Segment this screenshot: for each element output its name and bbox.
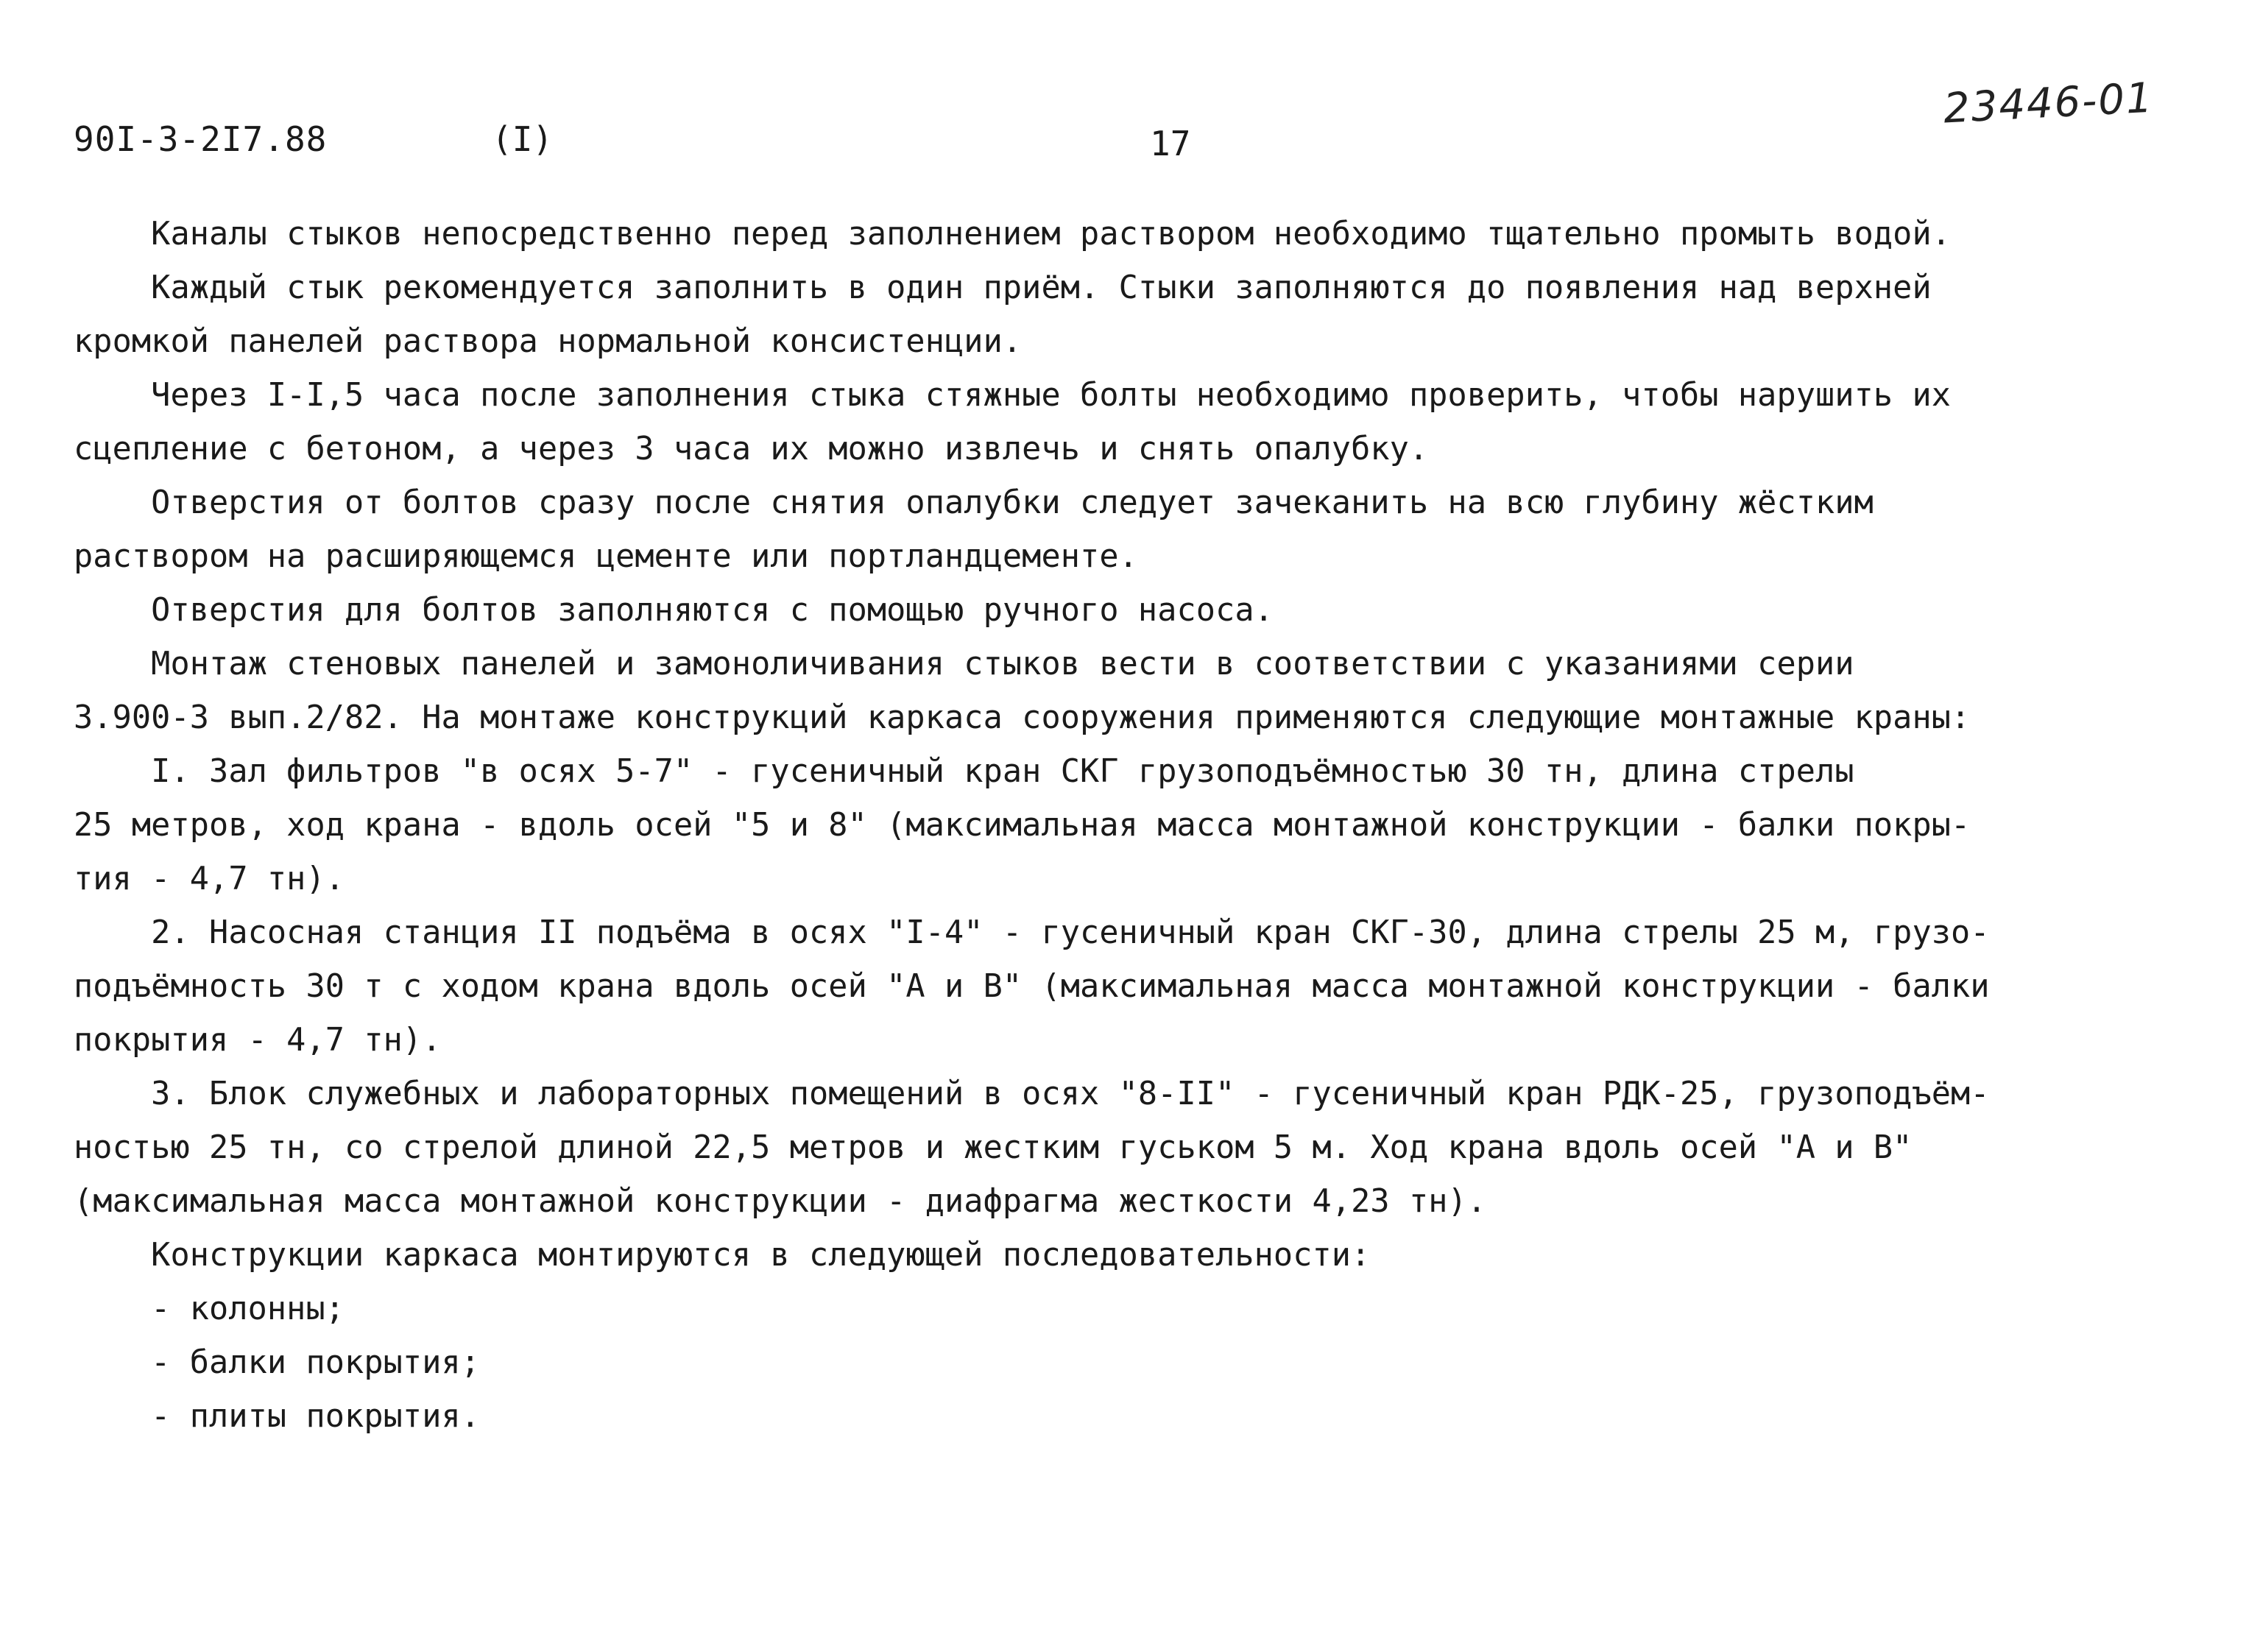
text-line: 3. Блок служебных и лабораторных помещений в осях "8-II" - гусеничный кран РДК-25, грузоподъём- bbox=[74, 1076, 1990, 1112]
list-item: - плиты покрытия. bbox=[74, 1398, 481, 1435]
text-line: тия - 4,7 тн). bbox=[74, 861, 345, 897]
document-code: 90I-3-2I7.88 bbox=[74, 119, 328, 159]
text-line: 2. Насосная станция II подъёма в осях "I-4" - гусеничный кран СКГ-30, длина стрелы 25 м, грузо- bbox=[74, 914, 1990, 951]
text-line: Каналы стыков непосредственно перед заполнением раствором необходимо тщательно промыть водой. bbox=[74, 216, 1952, 253]
text-line: (максимальная масса монтажной конструкции - диафрагма жесткости 4,23 тн). bbox=[74, 1183, 1487, 1220]
text-line: Отверстия от болтов сразу после снятия опалубки следует зачеканить на всю глубину жёстким bbox=[74, 484, 1874, 521]
text-line: покрытия - 4,7 тн). bbox=[74, 1022, 442, 1059]
archive-stamp: 23446-01 bbox=[1942, 74, 2155, 133]
page-number: 17 bbox=[1150, 124, 1191, 163]
text-line: I. Зал фильтров "в осях 5-7" - гусеничный кран СКГ грузоподъёмностью 30 тн, длина стрелы bbox=[74, 753, 1854, 790]
text-line: Отверстия для болтов заполняются с помощью ручного насоса. bbox=[74, 592, 1274, 629]
list-item: - балки покрытия; bbox=[74, 1344, 481, 1381]
document-part: (I) bbox=[492, 119, 554, 159]
text-line: 3.900-3 вып.2/82. На монтаже конструкций каркаса сооружения применяются следующие монтажные краны: bbox=[74, 699, 1971, 736]
text-line: кромкой панелей раствора нормальной консистенции. bbox=[74, 323, 1023, 360]
list-item: - колонны; bbox=[74, 1291, 345, 1327]
text-line: раствором на расширяющемся цементе или портландцементе. bbox=[74, 538, 1138, 575]
text-line: Каждый стык рекомендуется заполнить в один приём. Стыки заполняются до появления над верхней bbox=[74, 269, 1932, 306]
text-line: подъёмность 30 т с ходом крана вдоль осей "А и В" (максимальная масса монтажной конструкции - балки bbox=[74, 968, 1990, 1005]
body-text bbox=[74, 208, 2253, 1444]
text-line: ностью 25 тн, со стрелой длиной 22,5 метров и жестким гуськом 5 м. Ход крана вдоль осей "А и В" bbox=[74, 1129, 1913, 1166]
text-line: Конструкции каркаса монтируются в следующей последовательности: bbox=[74, 1237, 1371, 1274]
text-line: сцепление с бетоном, а через 3 часа их можно извлечь и снять опалубку. bbox=[74, 431, 1429, 467]
text-line: Через I-I,5 часа после заполнения стыка стяжные болты необходимо проверить, чтобы нарушить их bbox=[74, 377, 1952, 414]
text-line: 25 метров, ход крана - вдоль осей "5 и 8" (максимальная масса монтажной конструкции - балки покры- bbox=[74, 807, 1971, 844]
text-line: Монтаж стеновых панелей и замоноличивания стыков вести в соответствии с указаниями серии bbox=[74, 646, 1854, 682]
